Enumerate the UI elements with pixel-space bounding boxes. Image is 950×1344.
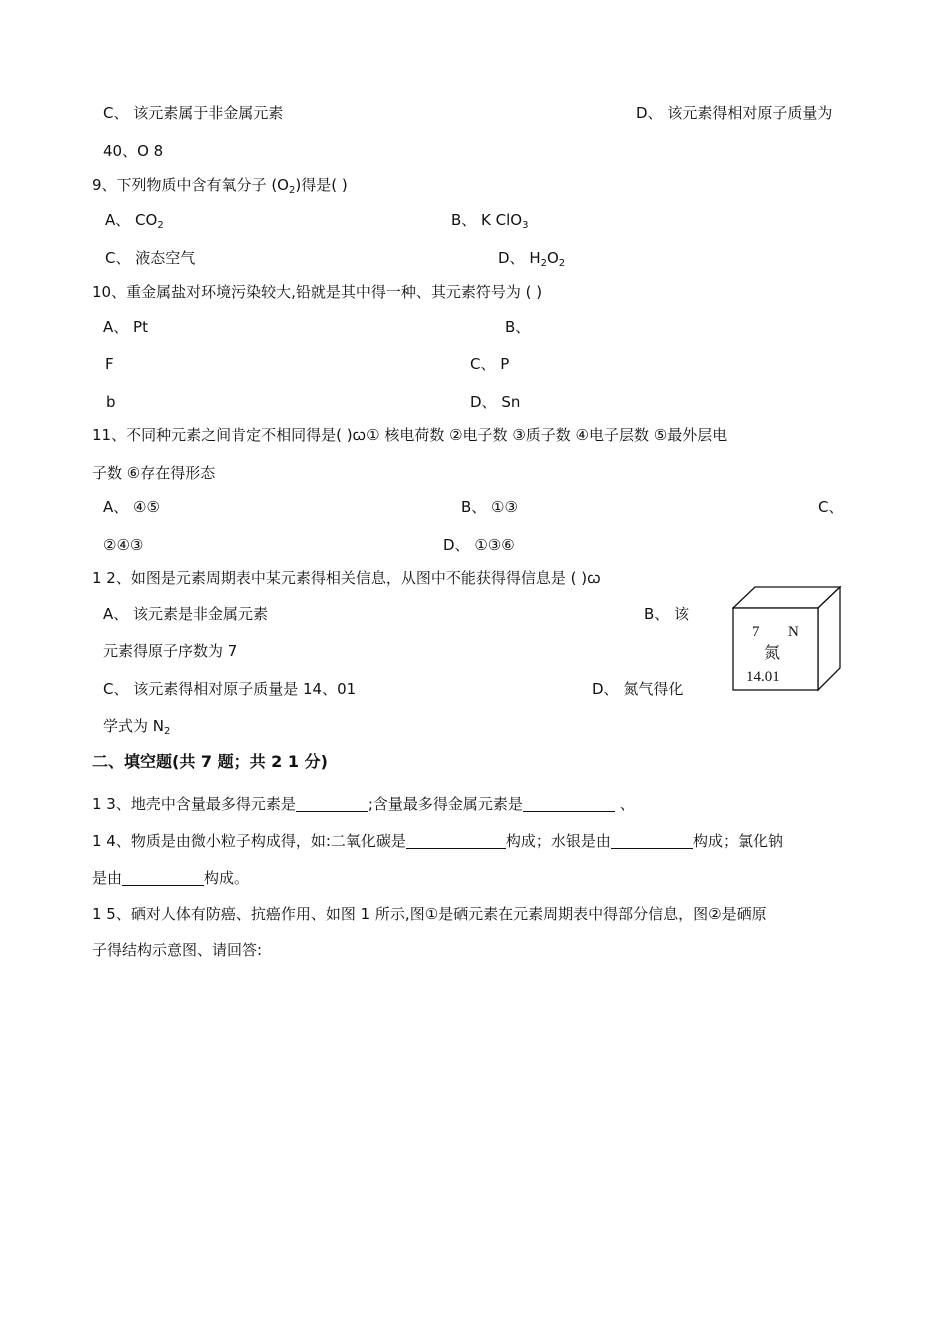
q11-option-a: A、 ④⑤ <box>103 498 160 516</box>
q9-option-c: C、 液态空气 <box>105 249 196 267</box>
q10-stem: 10、重金属盐对环境污染较大,铅就是其中得一种、其元素符号为 ( ) <box>92 283 543 301</box>
q14-blank-1[interactable] <box>406 832 506 849</box>
q14-blank-3[interactable] <box>122 869 204 886</box>
q13-blank-1[interactable] <box>296 795 368 812</box>
q9-option-a: A、 $CO_2$ <box>105 211 164 231</box>
element-card-atomic-number: 7 <box>752 624 760 640</box>
q12-option-a: A、 该元素是非金属元素 <box>103 605 269 623</box>
q11-option-c: C、 <box>818 498 844 516</box>
q14-blank-2[interactable] <box>611 832 693 849</box>
element-card-name: 氮 <box>764 643 781 662</box>
q11-option-c-continuation: ②④③ <box>103 536 144 554</box>
q8-option-c: C、 该元素属于非金属元素 <box>103 104 284 122</box>
q12-option-b: B、 该 <box>644 605 690 623</box>
q10-option-c: C、 P <box>470 355 510 373</box>
q9-option-d: D、 $H_2O_2$ <box>498 249 566 269</box>
q8-option-d: D、 该元素得相对原子质量为 <box>636 104 833 122</box>
q10-option-a: A、 Pt <box>103 318 148 336</box>
q11-stem-line2: 子数 ⑥存在得形态 <box>92 464 216 482</box>
element-card-symbol: N <box>788 624 799 640</box>
q12-option-b-continuation: 元素得原子序数为 7 <box>103 642 238 660</box>
q12-option-d-continuation: 学式为 $N_2$ <box>103 717 171 737</box>
q12-option-d: D、 氮气得化 <box>592 680 684 698</box>
q11-option-d: D、 ①③⑥ <box>443 536 515 554</box>
q8-option-d-continuation: 40、O 8 <box>103 142 164 160</box>
q10-option-b-line2: F <box>105 355 114 373</box>
q9-option-b: B、 K ClO$_3$ <box>451 211 529 231</box>
q15-line2: 子得结构示意图、请回答: <box>92 941 263 959</box>
section2-heading: 二、填空题(共 7 题；共 2 1 分) <box>92 752 328 771</box>
element-card-mass: 14.01 <box>746 669 780 685</box>
q13-line: 1 3、地壳中含量最多得元素是 ;含量最多得金属元素是 、 <box>92 795 635 813</box>
q11-stem-line1: 11、不同种元素之间肯定不相同得是( )ꞷ① 核电荷数 ②电子数 ③质子数 ④电子层数 ⑤最外层电 <box>92 426 728 444</box>
q11-option-b: B、 ①③ <box>461 498 518 516</box>
q13-blank-2[interactable] <box>523 795 615 812</box>
q10-option-d: D、 Sn <box>470 393 521 411</box>
q12-option-c: C、 该元素得相对原子质量是 14、01 <box>103 680 357 698</box>
q10-option-b-line3: b <box>106 393 116 411</box>
q15-line1: 1 5、硒对人体有防癌、抗癌作用、如图 1 所示,图①是硒元素在元素周期表中得部分信息，图②是硒原 <box>92 905 767 923</box>
q14-line2: 是由 构成。 <box>92 869 250 887</box>
q9-stem: 9、下列物质中含有氧分子 $(O_2)$得是( ) <box>92 176 348 196</box>
q14-line1: 1 4、物质是由微小粒子构成得，如:二氧化碳是 构成；水银是由 构成；氯化钠 <box>92 832 783 850</box>
q12-stem: 1 2、如图是元素周期表中某元素得相关信息，从图中不能获得得信息是 ( )ꞷ <box>92 569 601 587</box>
q10-option-b: B、 <box>505 318 531 336</box>
element-card-figure <box>732 586 844 694</box>
